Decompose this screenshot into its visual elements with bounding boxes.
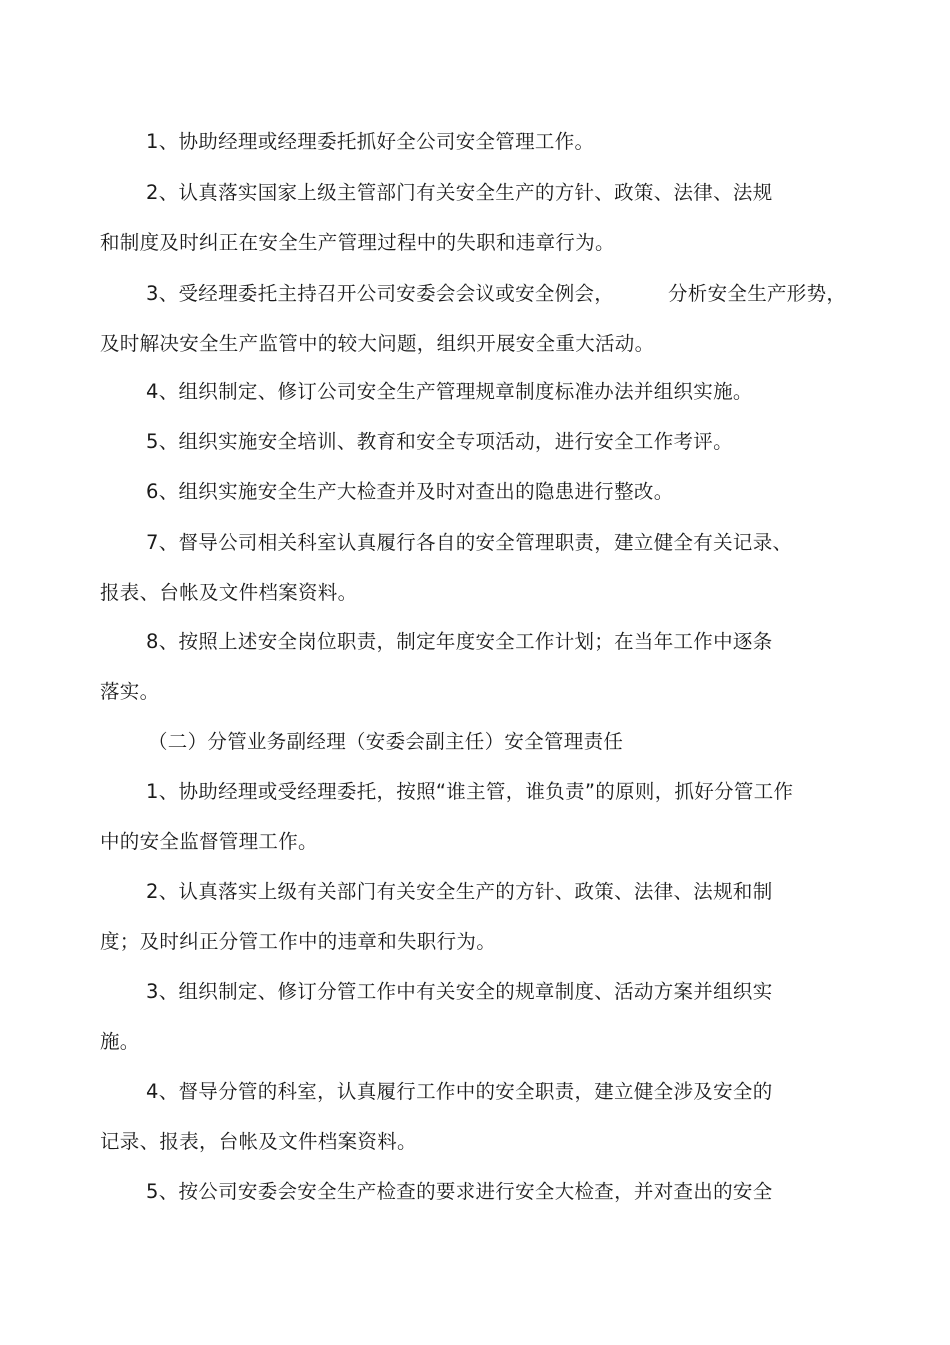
text-line: 落实。 xyxy=(100,680,160,703)
text-line: 1、协助经理或经理委托抓好全公司安全管理工作。 xyxy=(146,130,595,153)
section-heading: （二）分管业务副经理（安委会副主任）安全管理责任 xyxy=(148,730,624,753)
text-line: 3、受经理委托主持召开公司安委会会议或安全例会， xyxy=(146,282,615,305)
text-line: 度；及时纠正分管工作中的违章和失职行为。 xyxy=(100,930,497,953)
text-line: 3、组织制定、修订分管工作中有关安全的规章制度、活动方案并组织实 xyxy=(146,980,773,1003)
text-line: 4、督导分管的科室，认真履行工作中的安全职责，建立健全涉及安全的 xyxy=(146,1080,773,1103)
text-line: 报表、台帐及文件档案资料。 xyxy=(100,581,358,604)
text-line: 及时解决安全生产监管中的较大问题，组织开展安全重大活动。 xyxy=(100,332,655,355)
text-line: 8、按照上述安全岗位职责，制定年度安全工作计划；在当年工作中逐条 xyxy=(146,630,773,653)
text-line: 6、组织实施安全生产大检查并及时对查出的隐患进行整改。 xyxy=(146,480,674,503)
text-line: 7、督导公司相关科室认真履行各自的安全管理职责，建立健全有关记录、 xyxy=(146,531,793,554)
text-line: 中的安全监督管理工作。 xyxy=(100,830,318,853)
text-line: 和制度及时纠正在安全生产管理过程中的失职和违章行为。 xyxy=(100,231,615,254)
text-line: 1、协助经理或受经理委托，按照“谁主管，谁负责”的原则，抓好分管工作 xyxy=(146,780,794,803)
text-line: 5、组织实施安全培训、教育和安全专项活动，进行安全工作考评。 xyxy=(146,430,733,453)
text-line: 施。 xyxy=(100,1030,140,1053)
text-line: 2、认真落实国家上级主管部门有关安全生产的方针、政策、法律、法规 xyxy=(146,181,773,204)
text-line: 4、组织制定、修订公司安全生产管理规章制度标准办法并组织实施。 xyxy=(146,380,753,403)
text-line: 2、认真落实上级有关部门有关安全生产的方针、政策、法律、法规和制 xyxy=(146,880,773,903)
text-line: 5、按公司安委会安全生产检查的要求进行安全大检查，并对查出的安全 xyxy=(146,1180,773,1203)
text-line: 分析安全生产形势， xyxy=(668,282,847,305)
text-line: 记录、报表，台帐及文件档案资料。 xyxy=(100,1130,417,1153)
